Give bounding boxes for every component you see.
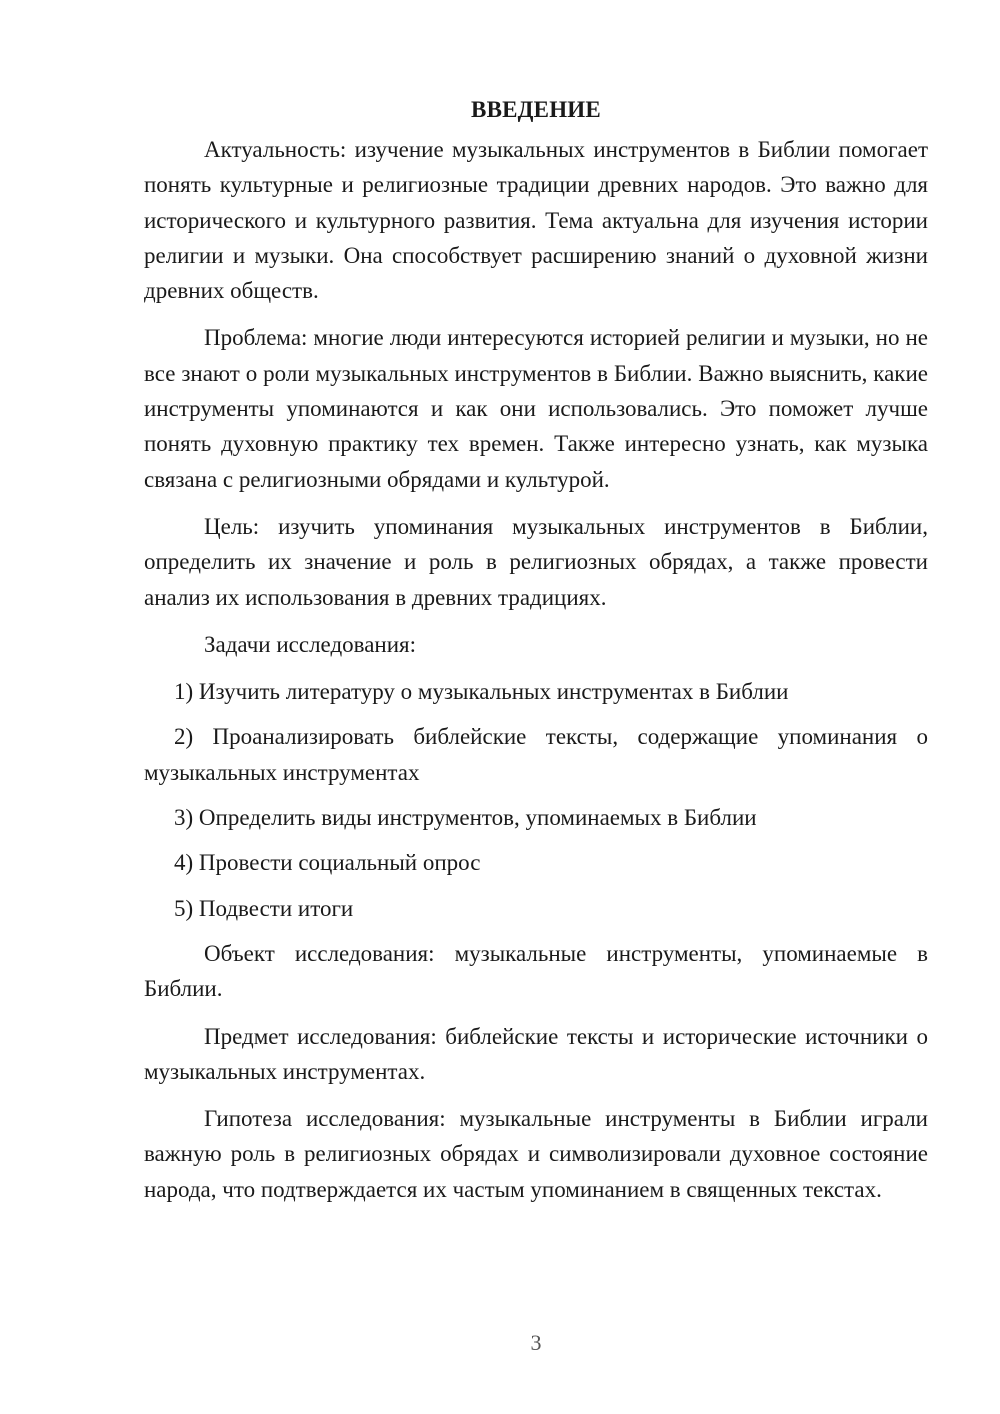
hypothesis-paragraph: Гипотеза исследования: музыкальные инструменты в Библии играли важную роль в религиозных обрядах и символизировали духовное состояние народа, что подтверждается их частым упоминанием в священных текстах. (144, 1106, 928, 1202)
document-page (144, 92, 928, 1219)
list-item: 4) Провести социальный опрос (174, 850, 481, 876)
list-item: 2) Проанализировать библейские тексты, содержащие упоминания о музыкальных инструментах (144, 724, 928, 785)
tasks-list (144, 674, 928, 926)
page-title: ВВЕДЕНИЕ (471, 97, 601, 122)
page-number: 3 (530, 1330, 542, 1355)
subject-paragraph: Предмет исследования: библейские тексты и исторические источники о музыкальных инструментах. (144, 1023, 928, 1084)
object-paragraph: Объект исследования: музыкальные инструменты, упоминаемые в Библии. (144, 940, 928, 1002)
problem-paragraph: Проблема: многие люди интересуются историей религии и музыки, но не все знают о роли музыкальных инструментов в Библии. Важно выяснить, какие инструменты упоминаются и как они использовались. Это поможет лучше понять духовную практику тех времен. Также интересно узнать, как музыка связана с религиозными обрядами и культурой. (144, 325, 928, 492)
list-item: 3) Определить виды инструментов, упоминаемых в Библии (174, 805, 757, 831)
list-item: 5) Подвести итоги (174, 895, 354, 921)
relevance-paragraph: Актуальность: изучение музыкальных инструментов в Библии помогает понять культурные и религиозные традиции древних народов. Это важно для исторического и культурного развития. Тема актуальна для изучения истории религии и музыки. Она способствует расширению знаний о духовной жизни древних обществ. (144, 137, 928, 304)
goal-paragraph: Цель: изучить упоминания музыкальных инструментов в Библии, определить их значение и роль в религиозных обрядах, а также провести анализ их использования в древних традициях. (144, 513, 928, 610)
tasks-heading: Задачи исследования: (204, 631, 417, 657)
list-item: 1) Изучить литературу о музыкальных инструментах в Библии (174, 679, 789, 705)
